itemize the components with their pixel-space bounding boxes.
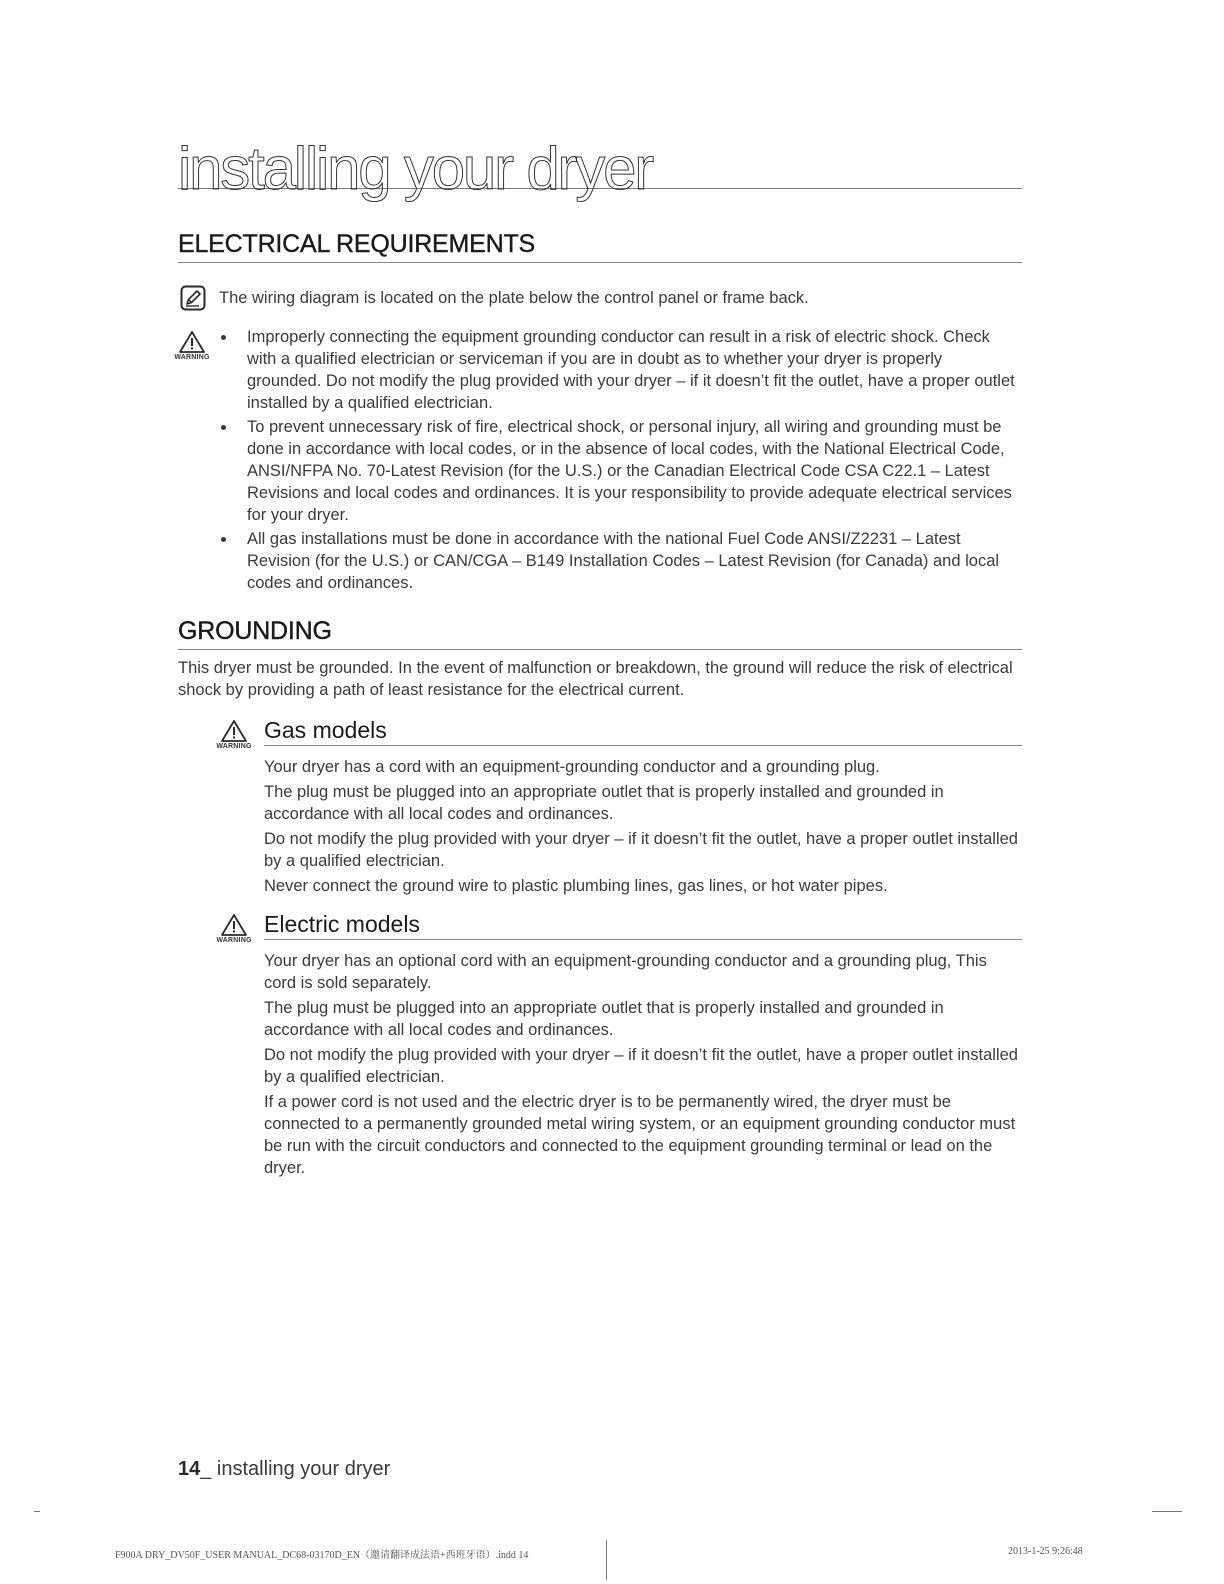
electric-models-content [264, 950, 1022, 1182]
warning-triangle-icon [220, 719, 248, 743]
warning-icon-gas [212, 719, 256, 755]
paragraph: Do not modify the plug provided with your dryer – if it doesn’t fit the outlet, have a proper outlet installed by a qualified electrician. [264, 1046, 1018, 1086]
electrical-requirements-heading: ELECTRICAL REQUIREMENTS [178, 232, 1022, 263]
paragraph: Do not modify the plug provided with your dryer – if it doesn’t fit the outlet, have a proper outlet installed by a qualified electrician. [264, 830, 1018, 870]
bullet-dot [221, 425, 226, 430]
gas-models-heading: Gas models [264, 719, 1022, 746]
warning-icon-electric [212, 913, 256, 949]
print-file-name: F900A DRY_DV50F_USER MANUAL_DC68-03170D_EN（邀请翻译成法语+西班牙语）.indd 14 [115, 1550, 529, 1561]
list-item [218, 528, 1018, 594]
warning-triangle-icon [178, 330, 206, 354]
footer-separator: _ [200, 1458, 212, 1480]
bullet-text: To prevent unnecessary risk of fire, electrical shock, or personal injury, all wiring and grounding must be done in accordance with local codes, or in the absence of local codes, with the National Electrical Code, ANSI/NFPA No. 70-Latest Revision (for the U.S.) or the Canadian Electrical Code CSA C22.1 – Latest Revisions and local codes and ordinances. It is your responsibility to provide adequate electrical services for your dryer. [247, 418, 1012, 524]
page-footer [178, 1458, 390, 1481]
note-pencil-icon [180, 285, 206, 311]
print-timestamp: 2013-1-25 9:26:48 [1008, 1546, 1083, 1557]
crop-mark [34, 1511, 40, 1512]
paragraph: Your dryer has an optional cord with an equipment-grounding conductor and a grounding plug, This cord is sold separately. [264, 952, 987, 992]
page-title-text: installing your dryer [178, 135, 653, 202]
page-number: 14 [178, 1458, 201, 1480]
crop-mark [1152, 1511, 1182, 1512]
grounding-heading: GROUNDING [178, 619, 1022, 650]
page-title [178, 128, 1022, 202]
warning-label: WARNING [174, 354, 210, 361]
list-item [218, 326, 1018, 414]
warning-label: WARNING [216, 937, 252, 944]
paragraph: The plug must be plugged into an appropriate outlet that is properly installed and grounded in accordance with all local codes and ordinances. [264, 999, 944, 1039]
footer-section-name: installing your dryer [211, 1458, 391, 1480]
bullet-dot [221, 537, 226, 542]
gas-models-content [264, 756, 1022, 900]
electrical-warnings-list [218, 326, 1018, 594]
crop-mark [606, 1540, 607, 1580]
warning-icon-electrical [170, 330, 214, 366]
warning-triangle-icon [220, 913, 248, 937]
paragraph: The plug must be plugged into an appropriate outlet that is properly installed and grounded in accordance with all local codes and ordinances. [264, 783, 944, 823]
list-item [218, 416, 1018, 526]
note-text: The wiring diagram is located on the plate below the control panel or frame back. [219, 289, 809, 307]
bullet-text: Improperly connecting the equipment grounding conductor can result in a risk of electric shock. Check with a qualified electrician or serviceman if you are in doubt as to whether your dryer is properly grounded. Do not modify the plug provided with your dryer – if it doesn’t fit the outlet, have a proper outlet installed by a qualified electrician. [247, 328, 1015, 412]
bullet-dot [221, 335, 226, 340]
warning-label: WARNING [216, 743, 252, 750]
electric-models-heading: Electric models [264, 913, 1022, 940]
grounding-intro: This dryer must be grounded. In the event of malfunction or breakdown, the ground will reduce the risk of electrical shock by providing a path of least resistance for the electrical current. [178, 659, 1013, 699]
bullet-text: All gas installations must be done in accordance with the national Fuel Code ANSI/Z2231 – Latest Revision (for the U.S.) or CAN/CGA – B149 Installation Codes – Latest Revision (for Canada) and local codes and ordinances. [247, 530, 1000, 592]
paragraph: Your dryer has a cord with an equipment-grounding conductor and a grounding plug. [264, 758, 880, 776]
paragraph: If a power cord is not used and the electric dryer is to be permanently wired, the dryer must be connected to a permanently grounded metal wiring system, or an equipment grounding conductor must be run with the circuit conductors and connected to the equipment grounding terminal or lead on the dryer. [264, 1093, 1016, 1177]
paragraph: Never connect the ground wire to plastic plumbing lines, gas lines, or hot water pipes. [264, 877, 888, 895]
